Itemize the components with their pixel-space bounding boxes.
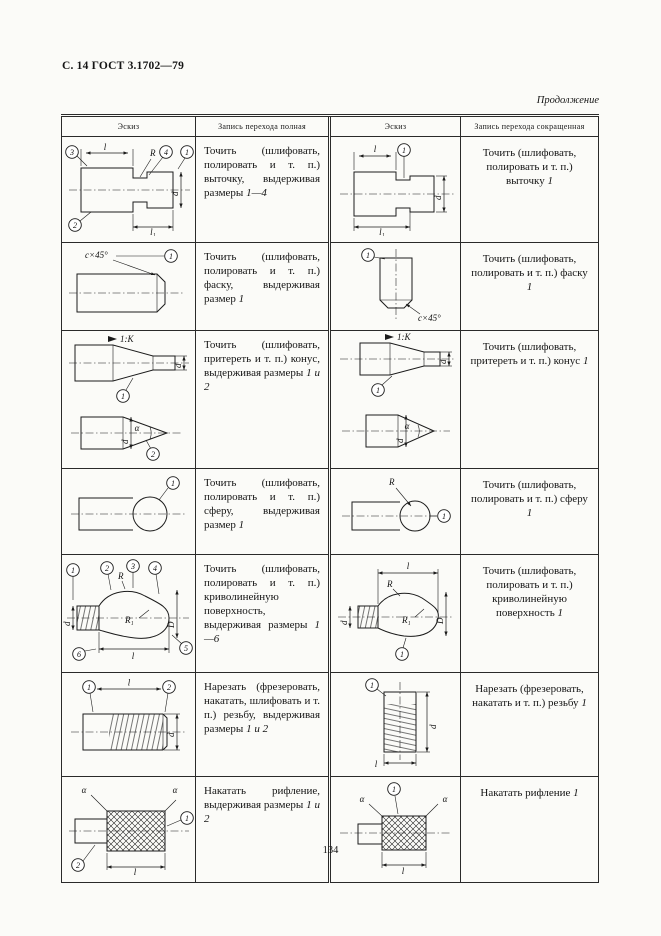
table-header-row [62,116,599,137]
dim-label-R: R [389,477,395,487]
dim-label-chamfer: c×45° [85,250,108,260]
column-header-record-short: Запись перехода сокращенная [461,116,599,137]
dim-label-l1: l₁ [150,227,156,236]
dim-label-alpha: α [134,423,140,433]
callout-number: 2 [73,220,77,230]
sketch-curve-short [332,556,460,666]
record-full [196,331,330,469]
dim-label-l: l [133,867,137,876]
callout-2 [101,562,114,590]
dim-label-d: d [428,724,438,729]
callout-1 [159,477,179,500]
callout-number: 1 [185,813,189,823]
sketch-curve-full-cell [62,555,196,673]
callout-number: 1 [402,145,406,155]
sketch-sphere-short-cell [330,469,461,555]
table-row [62,137,599,243]
leader-line [113,260,155,275]
record-full [196,555,330,673]
callout-1 [167,812,193,826]
callout-number: 6 [77,649,81,659]
record-full [196,777,330,883]
threaded-stub [358,606,378,628]
sketch-curve-short-cell [330,555,461,673]
callout-number: 1 [366,250,370,260]
sketch-knurl-short-cell [330,777,461,883]
dim-label-alpha: α [404,421,410,431]
callout-number: 2 [76,860,80,870]
callout-3 [127,560,140,588]
callout-1 [396,638,409,660]
sketch-chamfer-full-cell [62,243,196,331]
taper-label [385,332,411,342]
column-header-sketch-short: Эскиз [330,116,461,137]
dim-label-d: d [170,191,180,196]
dim-label-R1: R₁ [402,615,411,625]
callout-1 [398,144,411,178]
sketch-thread-short [332,674,460,770]
thread-hatching [385,704,416,752]
record-sizes: 1—6 [204,618,320,645]
record-sizes: 1 [238,292,245,305]
table-row [62,555,599,673]
callout-1 [362,249,385,262]
sketch-groove-full-cell [62,137,196,243]
callout-number: 2 [151,449,155,459]
threaded-stub [77,606,99,630]
callout-number: 4 [164,147,168,157]
callout-2 [163,681,176,712]
dim-label-l: l [103,142,107,152]
record-sizes: 1 [582,354,589,367]
dim-label-l: l [127,677,131,688]
sketch-cone-full-cell [62,331,196,469]
callout-number: 2 [105,563,109,573]
dim-label-alpha: α [172,785,178,795]
record-text: Точить (шлифовать, полировать и т. п.) криволинейную поверхность, выдерживая размеры [204,563,320,631]
record-sizes: 1 [547,174,553,187]
sketch-sphere-short [332,470,460,548]
record-short [461,469,599,555]
curved-surface-outline [99,591,169,638]
table-row [62,243,599,331]
record-text: Точить (шлифовать, полировать и т. п.) криволинейную поверхность [482,565,577,619]
leader-line [396,488,411,506]
dim-label-d: d [120,439,130,444]
part-outline [358,824,382,844]
sketch-groove-full [63,138,195,236]
dim-label-d: d [433,195,443,200]
record-full [196,469,330,555]
record-sizes: 1 и 2 [204,798,321,825]
callout-number: 1 [121,391,125,401]
angle-leader [369,804,382,816]
sketch-sphere-full-cell [62,469,196,555]
record-sizes: 1 [573,787,579,799]
sketch-chamfer-short-cell [330,243,461,331]
sketch-sphere-full [63,470,195,548]
callout-number: 1 [392,784,396,794]
sketch-thread-full-cell [62,673,196,777]
page-header: С. 14 ГОСТ 3.1702—79 [62,60,185,72]
callout-number: 1 [376,385,380,395]
record-short [461,331,599,469]
record-sizes: 1 и 2 [204,366,321,393]
sketch-cone-full [63,332,195,462]
record-short [461,243,599,331]
record-sizes: 1 [526,280,533,293]
callout-1 [388,783,401,814]
angle-leader [91,795,107,811]
record-full [196,673,330,777]
dim-label-D: D [166,621,176,628]
sketch-curve-full [63,556,195,666]
transitions-table [61,114,599,883]
dim-label-d: d [339,620,349,625]
callout-1 [83,681,96,712]
callout-number: 5 [184,643,188,653]
dim-label-l1: l₁ [379,227,385,236]
page-number: 134 [322,845,339,856]
record-short [461,673,599,777]
dim-label-chamfer: c×45° [418,313,441,323]
callout-number: 1 [400,649,404,659]
thread-hatching [109,715,163,750]
dimensions [354,144,447,236]
record-short [461,555,599,673]
record-text: Нарезать (фрезеровать, накатать, шлифовать и т. п.) резьбу, выдерживая размеры [204,681,320,735]
sketch-cone-short-cell [330,331,461,469]
taper-label [108,334,134,344]
sketch-groove-short-cell [330,137,461,243]
record-text: Точить (шлифовать, полировать и т. п.) фаску, выдерживая размер [204,251,320,305]
column-header-record-full: Запись перехода полная [196,116,330,137]
callout-number: 2 [167,682,171,692]
callout-number: 3 [131,561,135,571]
record-text: Точить (шлифовать, полировать и т. п.) сферу, выдерживая размер [204,477,320,531]
record-text: Накатать рифление [480,787,571,799]
dim-label-D: D [435,617,445,624]
callout-2 [146,440,159,460]
taper-symbol [108,336,117,342]
callout-number: 1 [370,680,374,690]
leader-line [139,610,149,618]
dim-label-d: d [63,621,72,626]
sketch-thread-short-cell [330,673,461,777]
dim-label-taper: 1:K [120,334,134,344]
table-row [62,469,599,555]
callout-1 [117,378,133,402]
record-short [461,137,599,243]
callout-number: 1 [171,478,175,488]
sketch-knurl-full [63,778,195,876]
sketch-thread-full [63,675,195,769]
dim-label-alpha: α [81,785,87,795]
angle-leader [426,804,438,816]
callout-number: 1 [442,511,446,521]
callout-number: 1 [71,565,75,575]
callout-1 [430,510,450,523]
record-text: Точить (шлифовать, притереть и т. п.) конус, выдерживая размеры [204,339,320,379]
record-text: Точить (шлифовать, полировать и т. п.) фаску [471,253,588,279]
record-sizes: 1 [581,696,587,709]
record-text: Накатать рифление, выдерживая размеры [204,785,320,811]
callout-1 [366,679,386,696]
callout-number: 4 [153,563,157,573]
leader-line [415,609,424,617]
callout-1 [67,564,80,600]
table-row [62,331,599,469]
record-text: Точить (шлифовать, полировать и т. п.) выточку, выдерживая размеры [204,145,320,199]
callout-number: 1 [169,251,173,261]
dim-label-l: l [401,866,405,876]
table-row [62,673,599,777]
callout-2 [69,212,91,231]
sketch-knurl-full-cell [62,777,196,883]
callout-1 [372,376,392,396]
continuation-label: Продолжение [536,95,599,106]
record-short [461,777,599,883]
callout-number: 1 [185,147,189,157]
sketch-chamfer-full [63,245,195,323]
dim-label-l: l [373,144,377,154]
dim-label-d: d [438,359,448,364]
dim-label-l: l [131,651,135,661]
dim-label-l: l [406,561,410,571]
taper-symbol [385,334,394,340]
dim-label-l: l [374,759,378,769]
sketch-chamfer-short [332,244,460,324]
dim-label-R: R [387,579,393,589]
record-text: Точить (шлифовать, притереть и т. п.) конус [470,341,581,367]
callout-3 [66,146,87,166]
record-sizes: 1—4 [246,186,267,199]
record-text: Точить (шлифовать, полировать и т. п.) выточку [482,147,577,187]
table-row [62,777,599,883]
dim-label-alpha: α [442,794,448,804]
sketch-cone-short [332,332,460,462]
record-full [196,243,330,331]
record-sizes: 1 [526,506,533,519]
record-text: Точить (шлифовать, полировать и т. п.) сферу [471,479,588,505]
angle-leader [165,800,176,811]
dim-label-d: d [173,363,183,368]
dim-label-R: R [150,148,156,158]
callout-6 [73,648,96,661]
sketch-knurl-short [332,778,460,876]
callout-1 [165,250,178,263]
callout-number: 1 [87,682,91,692]
record-full [196,137,330,243]
sketch-groove-short [332,138,460,236]
leader-line [122,581,125,589]
callout-4 [149,562,162,594]
dim-label-R1: R₁ [125,615,134,625]
record-sizes: 1 [238,518,245,531]
dim-label-alpha: α [359,794,365,804]
record-sizes: 1 и 2 [246,722,269,735]
dim-label-taper: 1:K [397,332,411,342]
dim-label-d: d [395,438,405,443]
dim-label-R: R [118,571,124,581]
record-sizes: 1 [557,606,563,619]
callout-1 [178,146,193,169]
record-text: Нарезать (фрезеровать, накатать и т. п.) резьбу [472,683,584,709]
column-header-sketch-full: Эскиз [62,116,196,137]
callout-number: 3 [70,147,74,157]
callout-5 [172,635,192,654]
dim-label-d: d [166,732,176,737]
